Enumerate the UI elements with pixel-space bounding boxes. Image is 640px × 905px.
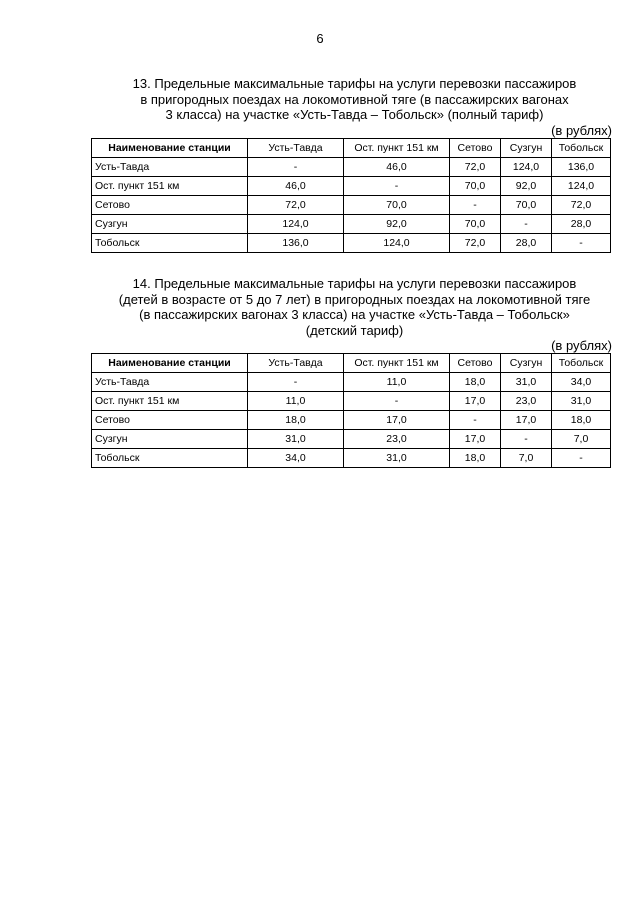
heading-line: 14. Предельные максимальные тарифы на услуги перевозки пассажиров xyxy=(132,276,577,291)
fare-cell: - xyxy=(501,430,552,449)
fare-cell: 17,0 xyxy=(344,411,450,430)
fare-cell: 72,0 xyxy=(450,157,501,176)
fare-cell: 72,0 xyxy=(248,195,344,214)
column-header: Сузгун xyxy=(501,138,552,157)
table-row xyxy=(92,392,611,411)
table-header-row xyxy=(92,354,611,373)
fare-cell: 46,0 xyxy=(344,157,450,176)
fare-cell: - xyxy=(344,176,450,195)
station-name-cell: Тобольск xyxy=(92,449,248,468)
column-header: Сетово xyxy=(450,354,501,373)
table-header-row xyxy=(92,138,611,157)
table-row xyxy=(92,214,611,233)
table-row xyxy=(92,373,611,392)
station-name-cell: Тобольск xyxy=(92,233,248,252)
section-heading xyxy=(99,276,610,338)
fare-cell: 124,0 xyxy=(501,157,552,176)
heading-line: (детский тариф) xyxy=(305,322,404,338)
column-header: Наименование станции xyxy=(92,138,248,157)
fare-cell: 72,0 xyxy=(552,195,611,214)
heading-line: (в пассажирских вагонах 3 класса) на участке «Усть-Тавда – Тобольск» xyxy=(139,307,570,322)
fare-cell: - xyxy=(344,392,450,411)
column-header: Наименование станции xyxy=(92,354,248,373)
station-name-cell: Ост. пункт 151 км xyxy=(92,392,248,411)
fare-cell: 31,0 xyxy=(344,449,450,468)
fare-cell: 23,0 xyxy=(344,430,450,449)
fare-cell: 28,0 xyxy=(501,233,552,252)
fare-cell: 31,0 xyxy=(248,430,344,449)
station-name-cell: Сузгун xyxy=(92,430,248,449)
fare-cell: 70,0 xyxy=(450,214,501,233)
heading-line: в пригородных поездах на локомотивной тяге (в пассажирских вагонах xyxy=(140,91,569,107)
fare-cell: 18,0 xyxy=(450,373,501,392)
fare-cell: 28,0 xyxy=(552,214,611,233)
fare-cell: - xyxy=(248,373,344,392)
fare-table-child xyxy=(91,353,611,468)
fare-cell: 124,0 xyxy=(248,214,344,233)
fare-cell: - xyxy=(450,195,501,214)
fare-cell: 92,0 xyxy=(501,176,552,195)
heading-line: (детей в возрасте от 5 до 7 лет) в пригородных поездах на локомотивной тяге xyxy=(118,291,591,307)
table-row xyxy=(92,157,611,176)
fare-cell: 124,0 xyxy=(344,233,450,252)
table-row xyxy=(92,233,611,252)
fare-cell: 136,0 xyxy=(552,157,611,176)
fare-cell: - xyxy=(248,157,344,176)
fare-cell: 70,0 xyxy=(344,195,450,214)
column-header: Тобольск xyxy=(552,138,611,157)
table-row xyxy=(92,195,611,214)
fare-cell: 7,0 xyxy=(501,449,552,468)
station-name-cell: Усть-Тавда xyxy=(92,157,248,176)
fare-cell: 72,0 xyxy=(450,233,501,252)
column-header: Сузгун xyxy=(501,354,552,373)
fare-cell: 18,0 xyxy=(552,411,611,430)
tariff-section-child xyxy=(91,276,610,468)
fare-cell: 7,0 xyxy=(552,430,611,449)
fare-cell: - xyxy=(501,214,552,233)
column-header: Ост. пункт 151 км xyxy=(344,138,450,157)
fare-cell: 17,0 xyxy=(501,411,552,430)
column-header: Тобольск xyxy=(552,354,611,373)
fare-cell: 18,0 xyxy=(248,411,344,430)
table-row xyxy=(92,430,611,449)
units-label: (в рублях) xyxy=(551,122,612,138)
section-heading xyxy=(99,76,610,123)
fare-cell: 34,0 xyxy=(248,449,344,468)
table-row xyxy=(92,176,611,195)
fare-cell: 46,0 xyxy=(248,176,344,195)
station-name-cell: Сузгун xyxy=(92,214,248,233)
table-row xyxy=(92,411,611,430)
fare-cell: 124,0 xyxy=(552,176,611,195)
fare-cell: - xyxy=(450,411,501,430)
column-header: Усть-Тавда xyxy=(248,354,344,373)
tariff-section-full xyxy=(91,76,610,253)
station-name-cell: Сетово xyxy=(92,411,248,430)
column-header: Ост. пункт 151 км xyxy=(344,354,450,373)
fare-cell: 31,0 xyxy=(552,392,611,411)
station-name-cell: Усть-Тавда xyxy=(92,373,248,392)
column-header: Усть-Тавда xyxy=(248,138,344,157)
fare-cell: - xyxy=(552,233,611,252)
station-name-cell: Сетово xyxy=(92,195,248,214)
fare-table-full xyxy=(91,138,611,253)
heading-line: 3 класса) на участке «Усть-Тавда – Тобольск» (полный тариф) xyxy=(165,107,544,122)
column-header: Сетово xyxy=(450,138,501,157)
table-row xyxy=(92,449,611,468)
fare-cell: 70,0 xyxy=(501,195,552,214)
fare-cell: 11,0 xyxy=(344,373,450,392)
page-number: 6 xyxy=(316,31,324,46)
fare-cell: 17,0 xyxy=(450,430,501,449)
fare-cell: 34,0 xyxy=(552,373,611,392)
station-name-cell: Ост. пункт 151 км xyxy=(92,176,248,195)
fare-cell: 18,0 xyxy=(450,449,501,468)
fare-cell: 11,0 xyxy=(248,392,344,411)
fare-cell: 17,0 xyxy=(450,392,501,411)
fare-cell: 92,0 xyxy=(344,214,450,233)
fare-cell: 23,0 xyxy=(501,392,552,411)
fare-cell: - xyxy=(552,449,611,468)
fare-cell: 31,0 xyxy=(501,373,552,392)
heading-line: 13. Предельные максимальные тарифы на услуги перевозки пассажиров xyxy=(132,76,577,91)
units-label: (в рублях) xyxy=(551,338,612,353)
fare-cell: 136,0 xyxy=(248,233,344,252)
fare-cell: 70,0 xyxy=(450,176,501,195)
